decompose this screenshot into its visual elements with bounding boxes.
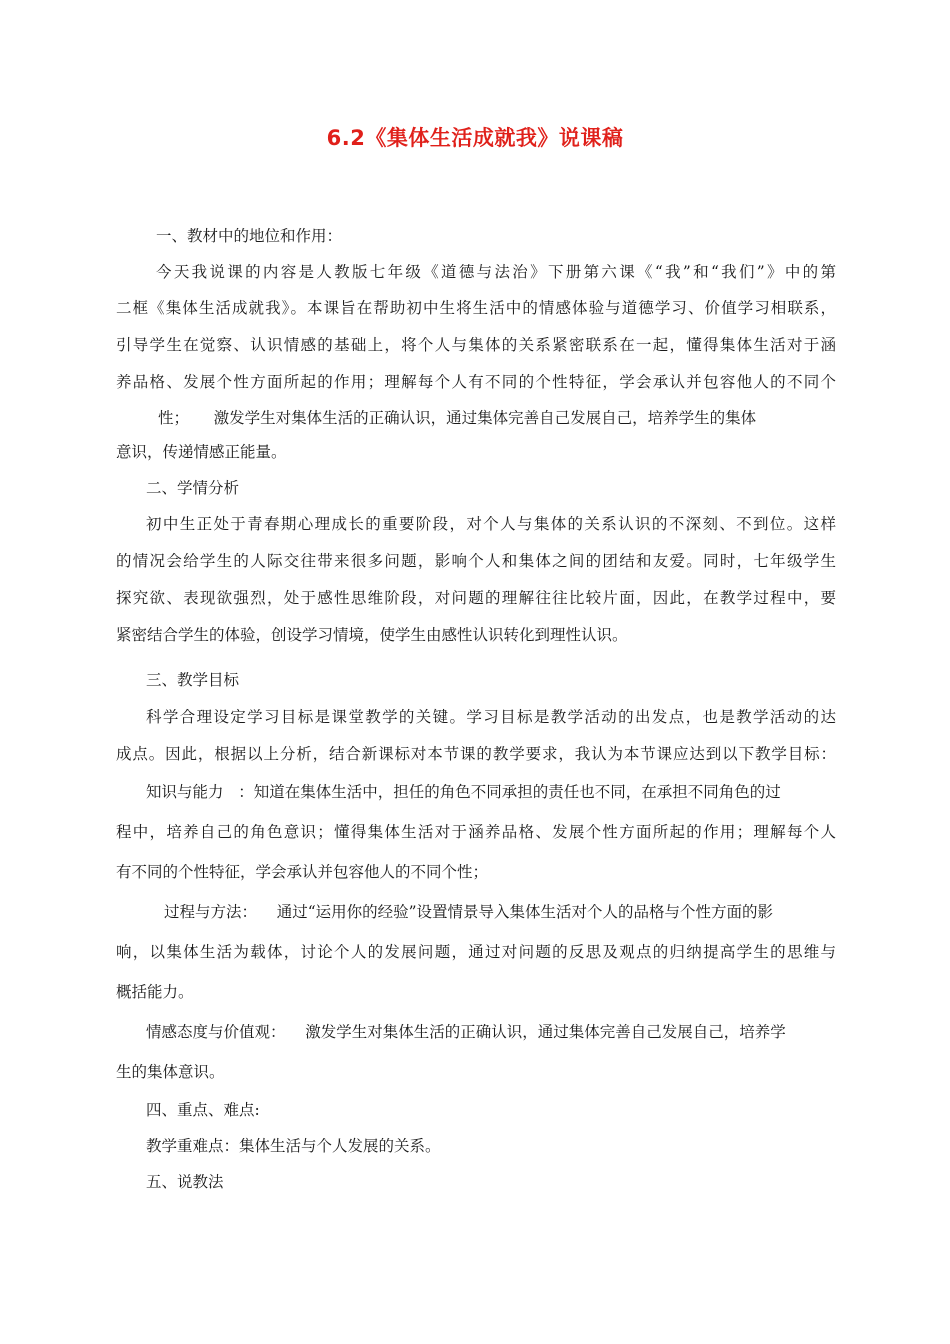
paragraph-line: 养品格、发展个性方面所起的作用；理解每个人有不同的个性特征，学会承认并包容他人的不同个 xyxy=(116,373,836,391)
section-heading-4: 四、重点、难点: xyxy=(146,1101,260,1119)
paragraph-line: 引导学生在觉察、认识情感的基础上，将个人与集体的关系紧密联系在一起，懂得集体生活对于涵 xyxy=(116,336,836,354)
paragraph-line: 紧密结合学生的体验，创设学习情境，使学生由感性认识转化到理性认识。 xyxy=(116,626,628,644)
paragraph-line: 科学合理设定学习目标是课堂教学的关键。学习目标是教学活动的出发点，也是教学活动的达 xyxy=(146,708,836,726)
section-heading-5: 五、说教法 xyxy=(146,1173,224,1191)
paragraph-line: 成点。因此，根据以上分析，结合新课标对本节课的教学要求，我认为本节课应达到以下教学目标： xyxy=(116,745,836,763)
paragraph-line: 响，以集体生活为载体，讨论个人的发展问题，通过对问题的反思及观点的归纳提高学生的思维与 xyxy=(116,943,836,961)
paragraph-line: 意识，传递情感正能量。 xyxy=(116,443,287,461)
section-heading-3: 三、教学目标 xyxy=(146,671,240,689)
paragraph-line: 概括能力。 xyxy=(116,983,194,1001)
section-heading-1: 一、教材中的地位和作用： xyxy=(156,227,343,245)
paragraph-line: 知识与能力 ：知道在集体生活中，担任的角色不同承担的责任也不同，在承担不同角色的过 xyxy=(146,783,781,801)
paragraph-line: 性； 激发学生对集体生活的正确认识，通过集体完善自己发展自己，培养学生的集体 xyxy=(158,409,757,427)
document-title: 6.2《集体生活成就我》说课稿 xyxy=(326,126,624,150)
paragraph-line: 探究欲、表现欲强烈，处于感性思维阶段，对问题的理解往往比较片面，因此，在教学过程中，要 xyxy=(116,589,836,607)
paragraph-line: 二框《集体生活成就我》。本课旨在帮助初中生将生活中的情感体验与道德学习、价值学习相联系， xyxy=(116,299,836,317)
paragraph-line: 今天我说课的内容是人教版七年级《道德与法治》下册第六课《“我”和“我们”》中的第 xyxy=(156,263,836,281)
paragraph-line: 的情况会给学生的人际交往带来很多问题，影响个人和集体之间的团结和友爱。同时，七年级学生 xyxy=(116,552,836,570)
paragraph-line: 生的集体意识。 xyxy=(116,1063,225,1081)
paragraph-line: 教学重难点：集体生活与个人发展的关系。 xyxy=(146,1137,441,1155)
paragraph-line: 情感态度与价值观： 激发学生对集体生活的正确认识，通过集体完善自己发展自己，培养学 xyxy=(146,1023,786,1041)
paragraph-line: 过程与方法： 通过“运用你的经验”设置情景导入集体生活对个人的品格与个性方面的影 xyxy=(164,903,774,921)
paragraph-line: 有不同的个性特征，学会承认并包容他人的不同个性； xyxy=(116,863,489,881)
paragraph-line: 程中，培养自己的角色意识；懂得集体生活对于涵养品格、发展个性方面所起的作用；理解每个人 xyxy=(116,823,836,841)
section-heading-2: 二、学情分析 xyxy=(146,479,240,497)
paragraph-line: 初中生正处于青春期心理成长的重要阶段，对个人与集体的关系认识的不深刻、不到位。这样 xyxy=(146,515,836,533)
